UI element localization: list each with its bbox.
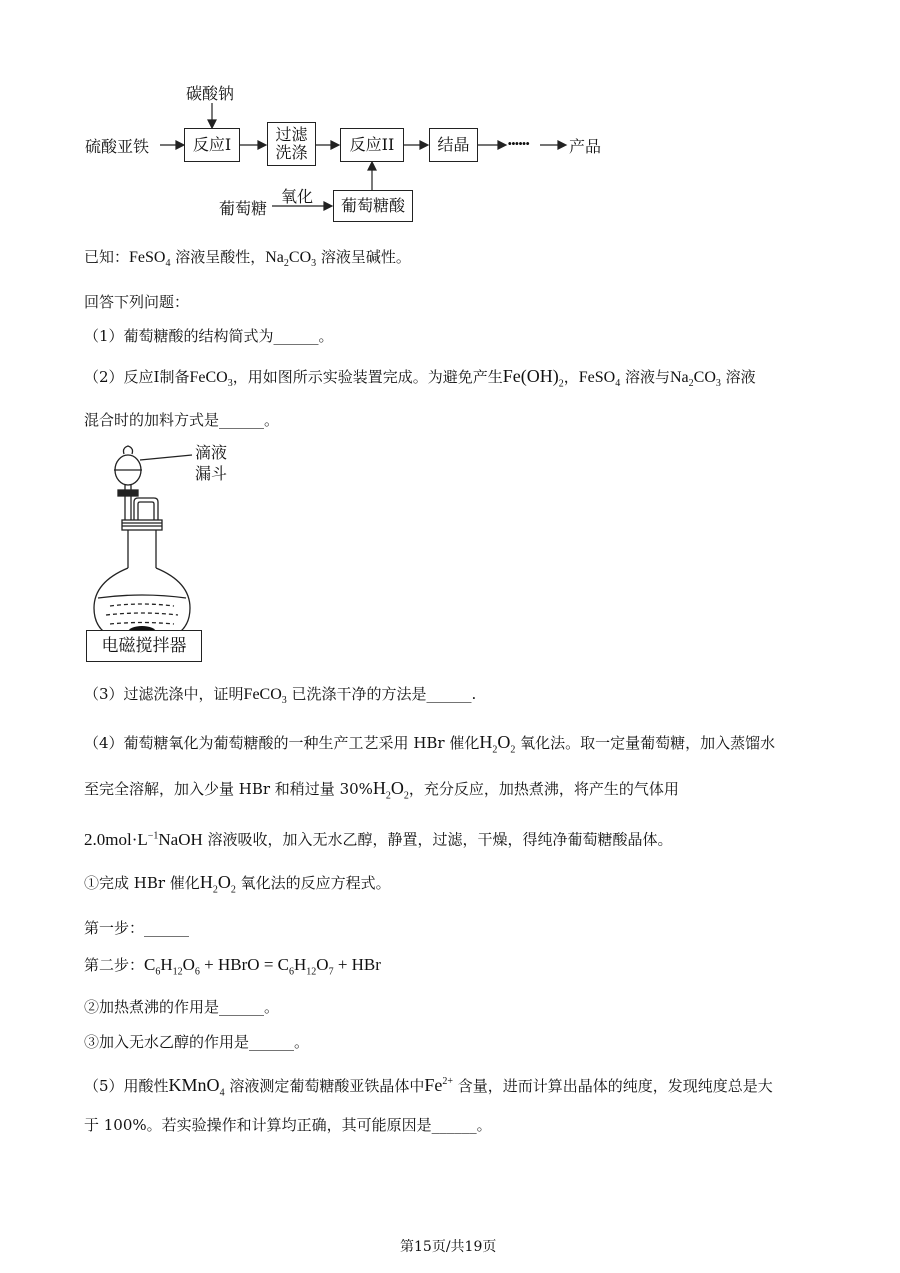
question-1: （1）葡萄糖酸的结构简式为______。 [84,327,334,345]
magnetic-stirrer-box: 电磁搅拌器 [86,630,202,662]
question-2-line-2: 混合时的加料方式是______。 [84,411,280,429]
flow-box-gluconic-acid: 葡萄糖酸 [333,190,413,222]
flow-reagent-label: 碳酸钠 [186,84,235,103]
known-text-1: 溶液呈酸性， [170,248,266,266]
question-4-line-3: $2.0mol\cdot L^{-1}NaOH$ 溶液吸收，加入无水乙醇，静置，过滤，干燥，得纯净葡萄糖酸晶体。 [84,829,673,849]
flow-product-label: 产品 [569,137,602,156]
known-text-2: 溶液呈碱性。 [316,248,411,266]
flow-box-filter-line1: 过滤 [275,125,308,144]
formula-feso4: FeSO$_4$ [129,249,171,270]
flow-box-crystallize: 结晶 [429,128,478,162]
known-line [84,247,411,274]
flow-oxidation-label: 氧化 [281,187,314,206]
question-3: （3）过滤洗涤中，证明FeCO$_3$ 已洗涤干净的方法是______. [84,685,477,707]
flow-glucose-label: 葡萄糖 [219,199,268,218]
question-4-sub-2: ②加热煮沸的作用是______。 [84,998,280,1016]
flow-box-reaction-1: 反应I [184,128,240,162]
formula-na2co3: $Na_2CO_3$ [265,249,317,270]
step-2-equation: $C_6H_{12}O_6$ + HBrO = $C_6H_{12}O_7$ + HBr [144,955,381,978]
flow-box-reaction-2: 反应II [340,128,404,162]
known-prefix: 已知： [84,248,130,266]
flow-dots: ······ [507,134,529,153]
question-2-line-1: （2）反应I制备FeCO$_3$，用如图所示实验装置完成。为避免产生$Fe(OH)_2$，FeSO$_4$ 溶液与$Na_2CO_3$ 溶液 [84,366,756,390]
question-4-line-2: 至完全溶解，加入少量 HBr 和稍过量 $30\%H_2O_2$，充分反应，加热煮沸，将产生的气体用 [84,778,679,802]
question-5-line-2: 于 100%。若实验操作和计算均正确，其可能原因是______。 [84,1116,492,1134]
funnel-label-line1: 滴液 [195,443,228,462]
answer-intro: 回答下列问题： [84,293,190,311]
flow-arrows [0,0,900,240]
question-4-step-2: 第二步：$C_6H_{12}O_6$ + HBrO = $C_6H_{12}O_7$ + HBr [84,955,381,978]
flow-box-filter-wash [267,122,316,166]
question-4-sub-1: ①完成 HBr 催化$H_2O_2$ 氧化法的反应方程式。 [84,872,391,896]
question-5-line-1: （5）用酸性KMnO$_4$ 溶液测定葡萄糖酸亚铁晶体中$Fe^{2+}$ 含量，进而计算出晶体的纯度，发现纯度总是大 [84,1075,773,1099]
question-4-step-1: 第一步：______ [84,919,190,937]
question-4-sub-3: ③加入无水乙醇的作用是______。 [84,1033,310,1051]
flow-input-label: 硫酸亚铁 [85,137,150,156]
question-4-line-1: （4）葡萄糖氧化为葡萄糖酸的一种生产工艺采用 HBr 催化$H_2O_2$ 氧化法。取一定量葡萄糖，加入蒸馏水 [84,732,776,756]
page-footer: 第15页/共19页 [400,1239,497,1255]
flow-box-filter-line2: 洗涤 [275,143,308,162]
funnel-label-line2: 漏斗 [195,464,228,483]
